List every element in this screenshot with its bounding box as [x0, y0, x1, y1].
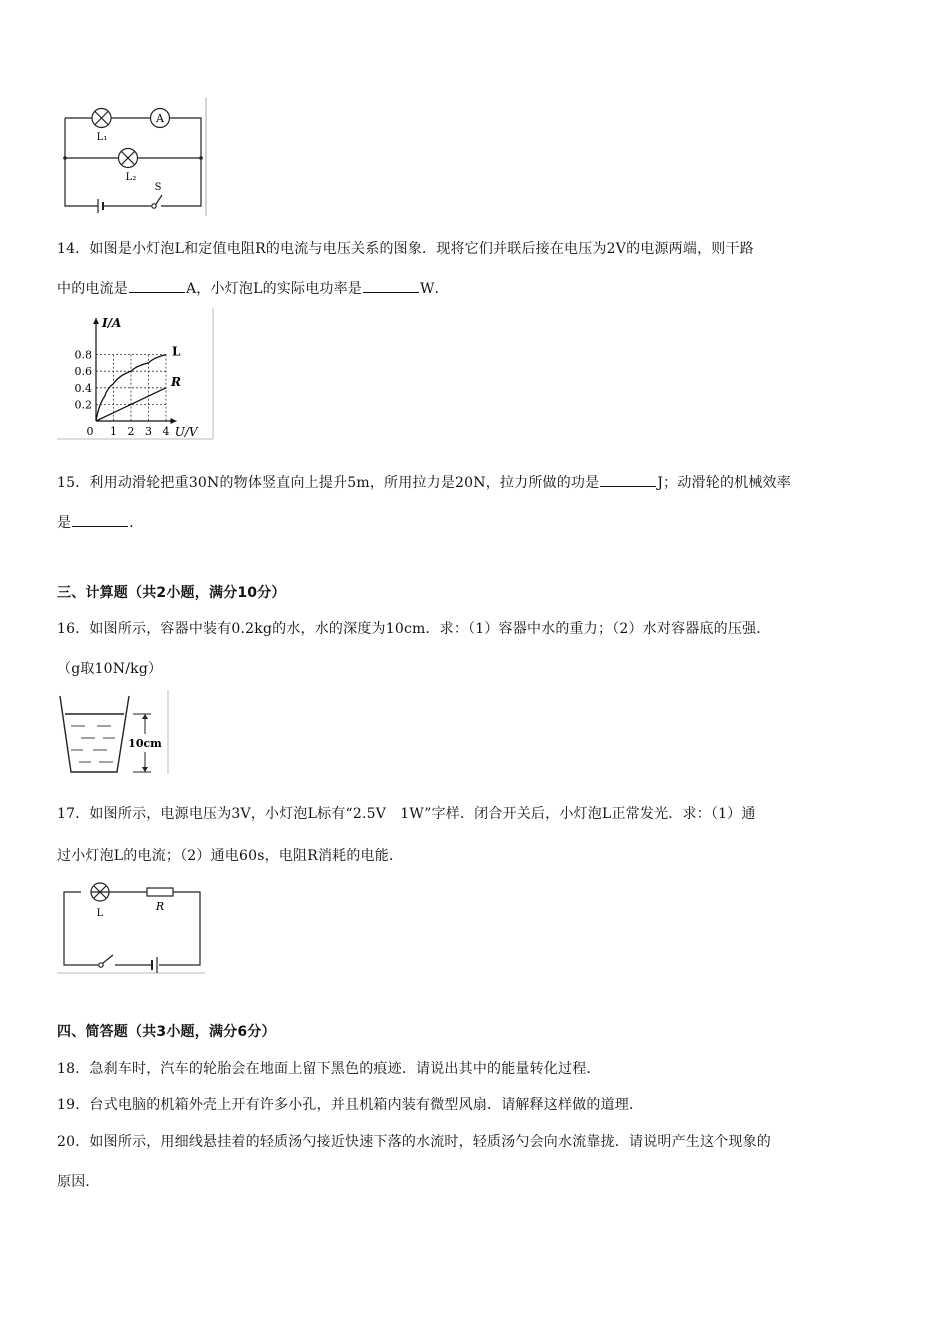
- q17-line1: 17．如图所示，电源电压为3V，小灯泡L标有“2.5V 1W”字样．闭合开关后，小灯泡L正常发光．求：（1）通: [57, 806, 756, 822]
- water-container-figure: [57, 688, 171, 776]
- q14-line1: 14．如图是小灯泡L和定值电阻R的电流与电压关系的图象．现将它们并联后接在电压为2V的电源两端，则干路: [57, 241, 754, 257]
- q15-text-c: 是: [57, 515, 72, 531]
- ammeter-label: A: [156, 112, 164, 125]
- q15-line1: [57, 472, 791, 492]
- answer-blank-work[interactable]: [600, 474, 656, 487]
- q14-text-a: 中的电流是: [57, 281, 128, 297]
- y-tick-label: 0.8: [74, 348, 92, 362]
- lamp1-label: L₁: [96, 132, 108, 143]
- q15-line2: [57, 512, 143, 532]
- q17-line2: 过小灯泡L的电流；（2）通电60s，电阻R消耗的电能．: [57, 848, 404, 864]
- section3-title: 三、计算题（共2小题，满分10分）: [57, 585, 286, 601]
- x-tick-label: 2: [127, 425, 135, 438]
- q15-text-a: 15．利用动滑轮把重30N的物体竖直向上提升5m，所用拉力是20N，拉力所做的功是: [57, 475, 600, 491]
- x-axis-arrow: [171, 418, 177, 424]
- q14-line2: [57, 278, 449, 298]
- y-tick-label: 0.4: [74, 381, 92, 395]
- parallel-circuit-figure: [58, 96, 208, 218]
- q14-text-b: A，小灯泡L的实际电功率是: [186, 281, 363, 297]
- q16-line1: 16．如图所示，容器中装有0.2kg的水，水的深度为10cm．求：（1）容器中水的重力；（2）水对容器底的压强．: [57, 621, 771, 637]
- lamp2-label: L₂: [125, 172, 137, 183]
- q15-text-d: ．: [129, 515, 144, 531]
- curve-r-label: R: [171, 374, 181, 389]
- q16-line2: （g取10N/kg）: [57, 661, 163, 677]
- q18-text: 18．急刹车时，汽车的轮胎会在地面上留下黑色的痕迹．请说出其中的能量转化过程．: [57, 1061, 601, 1077]
- answer-blank-current[interactable]: [129, 280, 185, 293]
- answer-blank-efficiency[interactable]: [72, 514, 128, 527]
- iu-graph: [57, 308, 217, 442]
- series-circuit-figure: [57, 876, 207, 976]
- x-tick-label: 0: [86, 425, 94, 438]
- answer-blank-power[interactable]: [363, 280, 419, 293]
- q14-text-c: W．: [420, 281, 449, 297]
- x-tick-label: 4: [162, 425, 170, 438]
- graph-grid: [96, 355, 166, 421]
- q15-text-b: J；动滑轮的机械效率: [657, 475, 791, 491]
- q20-line2: 原因．: [57, 1174, 100, 1190]
- y-axis-label: I/A: [102, 316, 122, 330]
- q20-line1: 20．如图所示，用细线悬挂着的轻质汤勺接近快速下落的水流时，轻质汤勺会向水流靠拢．请说明产生这个现象的: [57, 1134, 772, 1150]
- y-axis-arrow: [93, 318, 99, 324]
- x-axis-label: U/V: [174, 425, 198, 439]
- depth-label: 10cm: [128, 737, 162, 750]
- lamp-label: L: [96, 908, 104, 919]
- section4-title: 四、简答题（共3小题，满分6分）: [57, 1024, 276, 1040]
- y-tick-label: 0.6: [74, 365, 92, 379]
- y-tick-label: 0.2: [74, 398, 92, 412]
- resistor-label: R: [155, 900, 165, 913]
- curve-l-label: L: [172, 344, 181, 359]
- switch-label: S: [154, 182, 162, 193]
- x-tick-label: 3: [145, 425, 152, 438]
- q19-text: 19．台式电脑的机箱外壳上开有许多小孔，并且机箱内装有微型风扇．请解释这样做的道理．: [57, 1097, 644, 1113]
- x-tick-label: 1: [110, 425, 117, 438]
